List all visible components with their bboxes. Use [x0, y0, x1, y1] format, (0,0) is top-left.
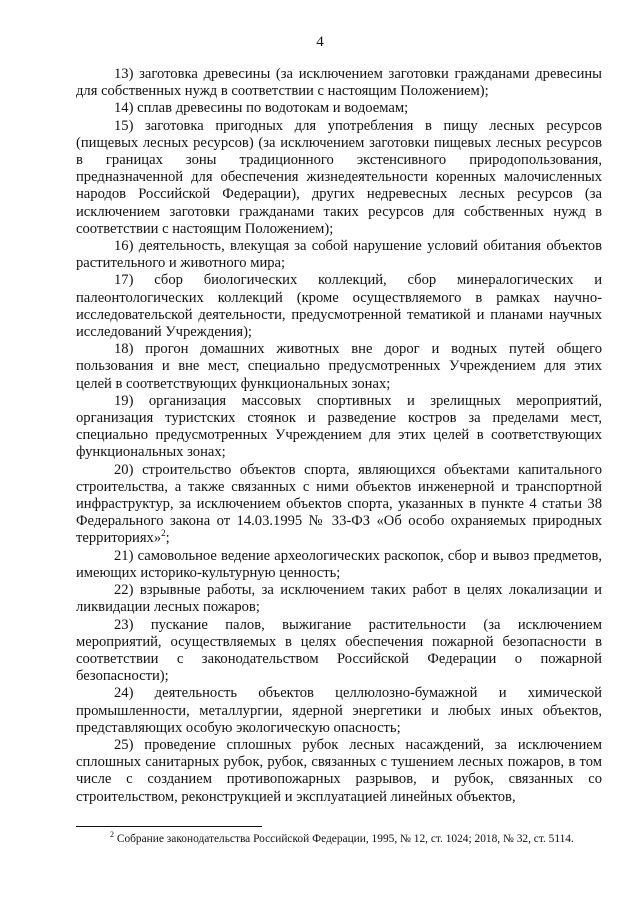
item-18-paragraph: 18) прогон домашних животных вне дорог и водных путей общего пользования и вне мест, специально предусмотренных Учреждением для этих целей в соответствующих функциональных зонах;: [76, 341, 602, 392]
item-13-paragraph: 13) заготовка древесины (за исключением заготовки гражданами древесины для собственных нужд в соответствии с настоящим Положением);: [76, 66, 602, 100]
footnote-marker: 2: [110, 830, 114, 840]
footnote-text: Собрание законодательства Российской Федерации, 1995, № 12, ст. 1024; 2018, № 32, ст. 5114.: [114, 833, 574, 845]
item-24-paragraph: 24) деятельность объектов целлюлозно-бумажной и химической промышленности, металлургии, ядерной энергетики и любых иных объектов, представляющих особую экологическую опасность;: [76, 685, 602, 736]
item-23-paragraph: 23) пускание палов, выжигание растительности (за исключением мероприятий, осуществляемых в целях обеспечения пожарной безопасности в соответствии с законодательством Российской Федерации о пожарной безопасности);: [76, 616, 602, 685]
document-body: [76, 66, 602, 806]
item-20-text: 20) строительство объектов спорта, являющихся объектами капитального строительства, а также связанных с ними объектов инженерной и транспортной инфраструктур, за исключением объектов спорта, указанных в пункте 4 статьи 38 Федерального закона от 14.03.1995 № 33-ФЗ «Об особо охраняемых природных территориях»: [76, 461, 602, 547]
item-21-paragraph: 21) самовольное ведение археологических раскопок, сбор и вывоз предметов, имеющих историко-культурную ценность;: [76, 547, 602, 581]
item-17-paragraph: 17) сбор биологических коллекций, сбор минералогических и палеонтологических коллекций (кроме осуществляемого в рамках научно-исследовательской деятельности, предусмотренной тематикой и планами научных исследований Учреждения);: [76, 272, 602, 341]
item-20-tail: ;: [165, 530, 170, 547]
page-number: 4: [316, 34, 324, 50]
item-19-paragraph: 19) организация массовых спортивных и зрелищных мероприятий, организация туристских стоянок и разведение костров за пределами мест, специально предусмотренных Учреждением для этих целей в соответствующих функциональных зонах;: [76, 392, 602, 461]
item-14-paragraph: 14) сплав древесины по водотокам и водоемам;: [114, 100, 409, 117]
item-25-paragraph: 25) проведение сплошных рубок лесных насаждений, за исключением сплошных санитарных рубок, рубок, связанных с тушением лесных пожаров, в том числе с созданием противопожарных разрывов, и рубок, связанных со строительством, реконструкцией и эксплуатацией линейных объектов,: [76, 736, 602, 805]
item-22-paragraph: 22) взрывные работы, за исключением таких работ в целях локализации и ликвидации лесных пожаров;: [76, 582, 602, 616]
item-16-paragraph: 16) деятельность, влекущая за собой нарушение условий обитания объектов растительного и животного мира;: [76, 238, 602, 272]
footnote-reference: 2: [161, 528, 166, 539]
footnote-divider: [76, 826, 262, 827]
footnote: [76, 832, 602, 846]
item-15-paragraph: 15) заготовка пригодных для употребления в пищу лесных ресурсов (пищевых лесных ресурсов) (за исключением заготовки пищевых лесных ресурсов в границах зоны традиционного экстенсивного природопользования, предназначенной для обеспечения жизнедеятельности коренных малочисленных народов Российской Федерации), других недревесных лесных ресурсов (за исключением заготовки гражданами таких ресурсов для собственных нужд в соответствии с настоящим Положением);: [76, 117, 602, 237]
item-20-paragraph: [76, 462, 602, 548]
